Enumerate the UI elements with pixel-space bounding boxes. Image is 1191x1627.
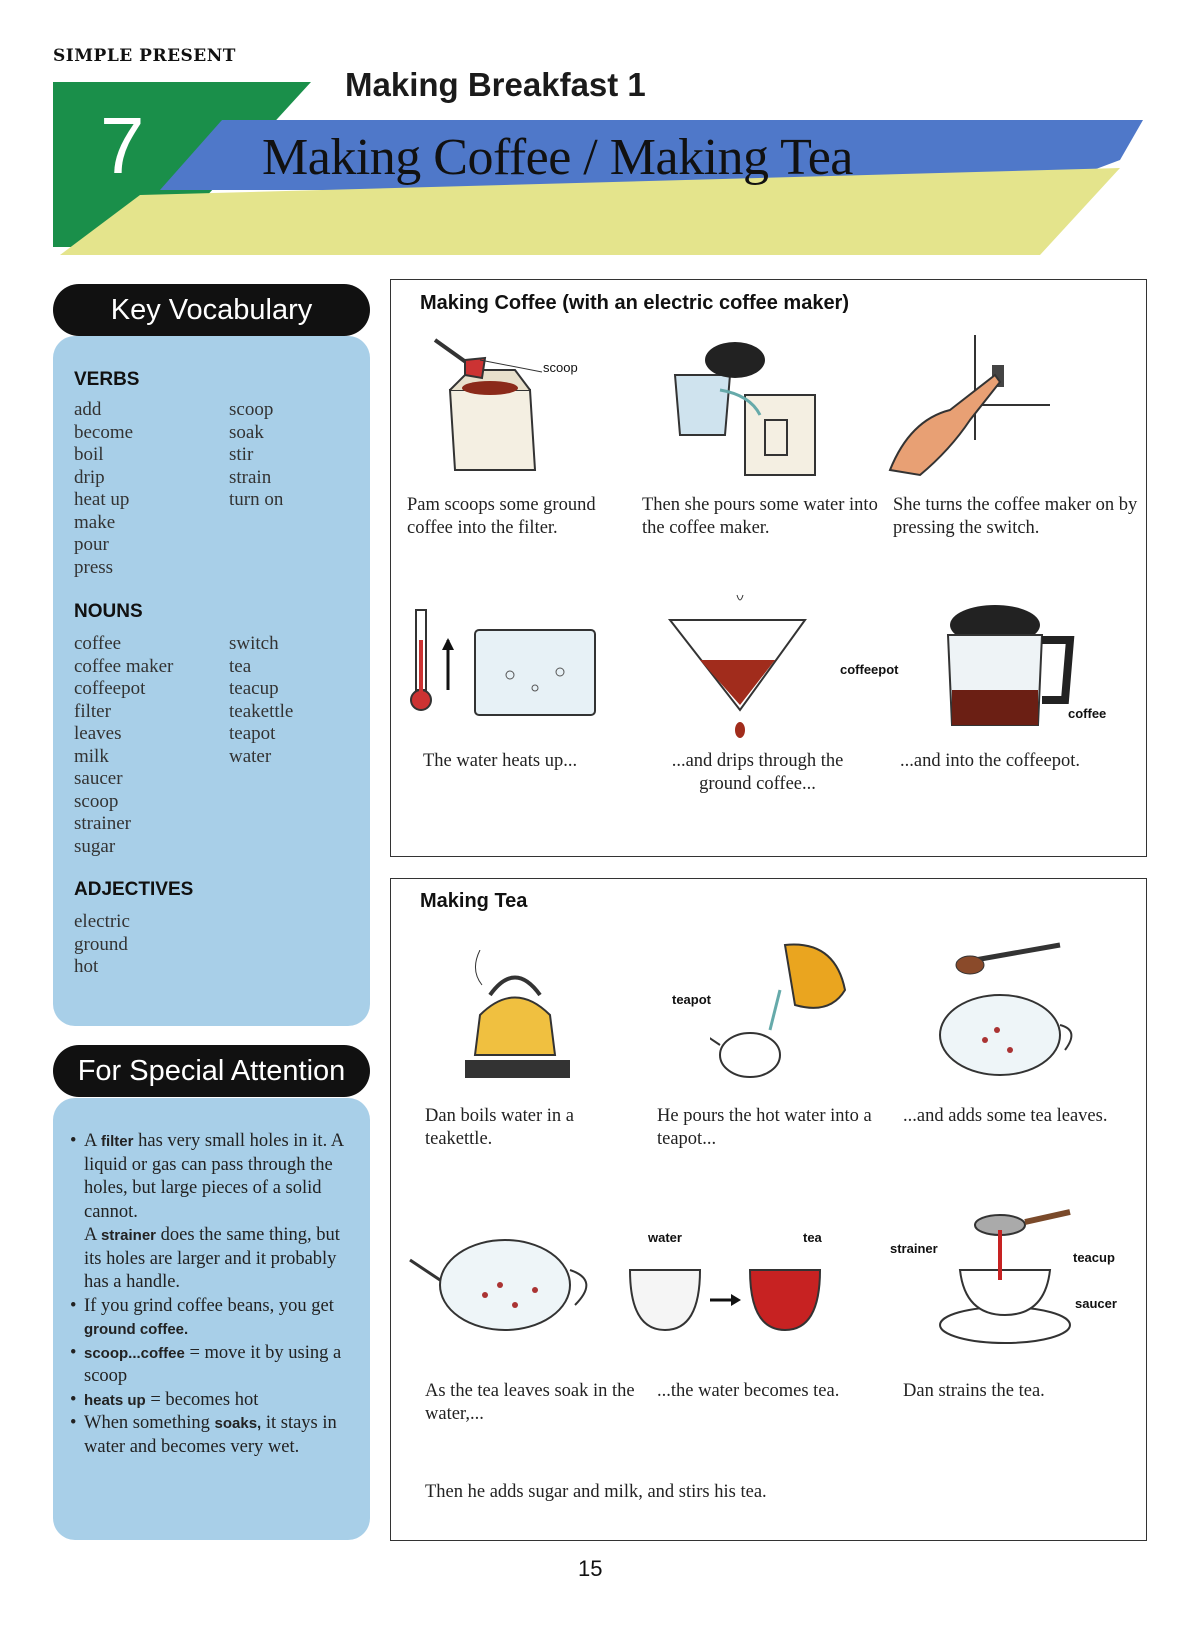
caption-boils-water: Dan boils water in a teakettle.: [425, 1106, 574, 1149]
scoop-coffee-illustration: [420, 330, 610, 480]
page-number: 15: [578, 1556, 603, 1581]
word: electric: [74, 911, 130, 932]
caption-pours-hot-water: He pours the hot water into a teapot...: [657, 1106, 872, 1149]
word: tea: [229, 655, 252, 677]
strain-tea-illustration: [930, 1200, 1080, 1350]
word: coffee: [74, 633, 122, 654]
water-becomes-tea-illustration: [625, 1240, 825, 1340]
label-strainer: strainer: [890, 1241, 938, 1256]
nouns-column-2: [229, 633, 293, 768]
caption-switch: She turns the coffee maker on by pressing the switch.: [893, 495, 1138, 538]
label-scoop: scoop: [543, 360, 578, 375]
adjectives-heading: ADJECTIVES: [74, 879, 194, 900]
label-coffee: coffee: [1068, 706, 1107, 721]
word: stir: [229, 444, 254, 465]
word: heat up: [74, 489, 130, 510]
word: hot: [74, 956, 99, 977]
caption-drips: ...and drips through the ground coffee...: [671, 751, 844, 794]
word: strain: [229, 466, 272, 488]
caption-into-coffeepot: ...and into the coffeepot.: [900, 751, 1080, 771]
note-filter: • A filter has very small holes in it. A liquid or gas can pass through the holes, but large pieces of a solid cannot. A strainer does the same thing, but its holes are larger and it probably has a handle.: [70, 1130, 356, 1295]
word: milk: [74, 745, 109, 767]
caption-pour-water: Then she pours some water into the coffee maker.: [642, 495, 878, 538]
word: filter: [74, 700, 111, 722]
word: teapot: [229, 723, 276, 744]
caption-leaves-soak: As the tea leaves soak in the water,...: [425, 1381, 635, 1424]
note-heats-up: • heats up = becomes hot: [70, 1389, 356, 1413]
word: strainer: [74, 813, 131, 834]
verbs-column-2: [229, 399, 283, 512]
caption-water-heats: The water heats up...: [423, 751, 578, 771]
note-scoop: • scoop...coffee = move it by using a scoop: [70, 1342, 356, 1389]
word: teacup: [229, 678, 279, 699]
special-attention-notes: [70, 1130, 356, 1459]
word: soak: [229, 421, 264, 443]
press-switch-illustration: [880, 330, 1050, 480]
teapot-pour-illustration: [710, 940, 860, 1090]
tea-footer-text: Then he adds sugar and milk, and stirs his tea.: [425, 1482, 767, 1502]
nouns-column-1: [74, 633, 173, 858]
coffeepot-illustration: [930, 600, 1080, 740]
word: ground: [74, 933, 128, 955]
label-water: water: [648, 1230, 682, 1245]
caption-adds-leaves: ...and adds some tea leaves.: [903, 1106, 1108, 1126]
add-leaves-illustration: [925, 940, 1085, 1090]
word: sugar: [74, 835, 116, 857]
water-heating-illustration: [410, 600, 610, 730]
word: leaves: [74, 723, 122, 744]
verbs-column-1: [74, 399, 133, 579]
word: pour: [74, 534, 109, 555]
word: boil: [74, 444, 104, 465]
word: turn on: [229, 489, 284, 510]
teakettle-illustration: [460, 950, 580, 1090]
word: press: [74, 556, 114, 578]
note-ground-coffee: • If you grind coffee beans, you get ground coffee.: [70, 1295, 356, 1342]
section-label: SIMPLE PRESENT: [53, 46, 236, 66]
unit-number: 7: [100, 101, 145, 190]
word: scoop: [229, 399, 274, 420]
label-tea: tea: [803, 1230, 822, 1245]
word: switch: [229, 633, 279, 654]
word: teakettle: [229, 700, 294, 722]
word: water: [229, 745, 272, 767]
label-saucer: saucer: [1075, 1296, 1117, 1311]
word: become: [74, 421, 134, 443]
label-coffeepot: coffeepot: [840, 662, 899, 677]
caption-strains-tea: Dan strains the tea.: [903, 1381, 1045, 1401]
caption-scoop: Pam scoops some ground coffee into the filter.: [407, 495, 596, 538]
word: add: [74, 399, 102, 420]
tea-panel-heading: Making Tea: [420, 890, 528, 912]
label-teacup: teacup: [1073, 1250, 1115, 1265]
verbs-heading: VERBS: [74, 369, 140, 390]
nouns-heading: NOUNS: [74, 601, 143, 622]
word: coffeepot: [74, 678, 146, 699]
note-soaks: • When something soaks, it stays in water and becomes very wet.: [70, 1412, 356, 1459]
page-title: Making Coffee / Making Tea: [262, 129, 853, 186]
adjectives-column: [74, 911, 130, 979]
drip-filter-illustration: [665, 590, 815, 740]
page-subtitle: Making Breakfast 1: [345, 66, 646, 103]
pour-water-illustration: [660, 335, 860, 485]
special-attention-heading: For Special Attention: [53, 1045, 370, 1097]
soaking-teapot-illustration: [405, 1190, 605, 1340]
caption-becomes-tea: ...the water becomes tea.: [657, 1381, 840, 1401]
word: saucer: [74, 768, 123, 789]
word: scoop: [74, 790, 119, 812]
key-vocabulary-heading: Key Vocabulary: [53, 284, 370, 336]
word: drip: [74, 466, 105, 488]
word: coffee maker: [74, 655, 174, 677]
word: make: [74, 511, 116, 533]
label-teapot: teapot: [672, 992, 711, 1007]
coffee-panel-heading: Making Coffee (with an electric coffee maker): [420, 292, 850, 314]
